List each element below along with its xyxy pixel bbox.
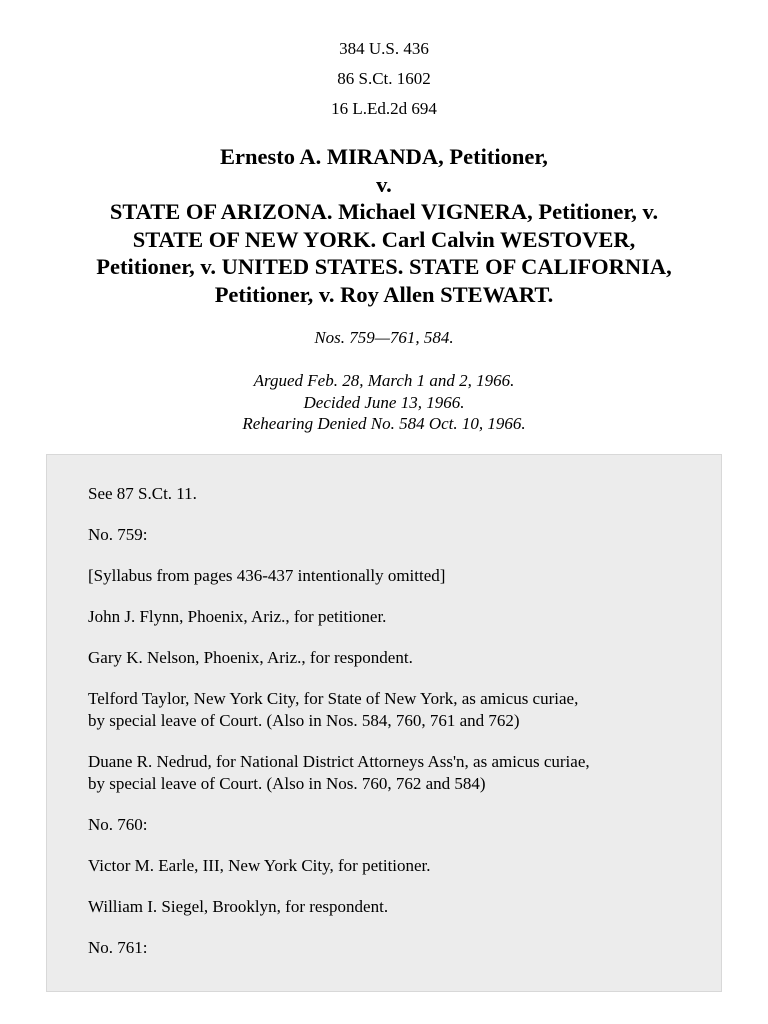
citation-supreme-court-reporter: 86 S.Ct. 1602 bbox=[337, 69, 431, 88]
paragraph-line: by special leave of Court. (Also in Nos. 760, 762 and 584) bbox=[88, 774, 486, 793]
paragraph-line: Telford Taylor, New York City, for State of New York, as amicus curiae, bbox=[88, 689, 579, 708]
paragraph-line: See 87 S.Ct. 11. bbox=[88, 484, 197, 503]
case-number-heading bbox=[88, 814, 688, 836]
case-title-line: Ernesto A. MIRANDA, Petitioner, bbox=[220, 144, 548, 169]
syllabus-note bbox=[88, 565, 688, 587]
paragraph-line: No. 760: bbox=[88, 815, 148, 834]
paragraph-line: Victor M. Earle, III, New York City, for petitioner. bbox=[88, 856, 431, 875]
paragraph-line: William I. Siegel, Brooklyn, for respondent. bbox=[88, 897, 389, 916]
decided-date: Decided June 13, 1966. bbox=[303, 392, 465, 412]
case-number-heading bbox=[88, 937, 688, 959]
counsel-entry bbox=[88, 688, 688, 732]
citation-lawyers-edition: 16 L.Ed.2d 694 bbox=[331, 99, 437, 118]
case-title-line: v. bbox=[376, 171, 392, 197]
paragraph-line: No. 759: bbox=[88, 525, 148, 544]
case-title-line: Petitioner, v. UNITED STATES. STATE OF CALIFORNIA, bbox=[96, 254, 672, 280]
counsel-panel bbox=[46, 454, 722, 992]
docket-numbers: Nos. 759—761, 584. bbox=[314, 328, 454, 347]
case-title-line: STATE OF ARIZONA. Michael VIGNERA, Petitioner, v. bbox=[109, 199, 659, 225]
case-title-line: STATE OF NEW YORK. Carl Calvin WESTOVER, bbox=[132, 226, 636, 252]
paragraph-line: No. 761: bbox=[88, 938, 148, 957]
counsel-entry bbox=[88, 751, 688, 795]
paragraph-line: [Syllabus from pages 436-437 intentionally omitted] bbox=[88, 566, 446, 585]
paragraph-line: by special leave of Court. (Also in Nos. 584, 760, 761 and 762) bbox=[88, 711, 520, 730]
rehearing-date: Rehearing Denied No. 584 Oct. 10, 1966. bbox=[242, 414, 526, 433]
counsel-entry bbox=[88, 896, 688, 918]
counsel-list bbox=[88, 483, 688, 978]
paragraph-line: Duane R. Nedrud, for National District Attorneys Ass'n, as amicus curiae, bbox=[88, 752, 590, 771]
counsel-entry bbox=[88, 606, 688, 628]
case-title bbox=[40, 143, 728, 309]
argued-date: Argued Feb. 28, March 1 and 2, 1966. bbox=[253, 371, 515, 390]
reference-note bbox=[88, 483, 688, 505]
citation-us-reports: 384 U.S. 436 bbox=[339, 39, 429, 58]
paragraph-line: John J. Flynn, Phoenix, Ariz., for petitioner. bbox=[88, 607, 387, 626]
citation-block bbox=[0, 34, 768, 124]
case-title-line: Petitioner, v. Roy Allen STEWART. bbox=[214, 281, 554, 307]
paragraph-line: Gary K. Nelson, Phoenix, Ariz., for respondent. bbox=[88, 648, 413, 667]
counsel-entry bbox=[88, 855, 688, 877]
decision-dates bbox=[0, 370, 768, 435]
counsel-entry bbox=[88, 647, 688, 669]
case-number-heading bbox=[88, 524, 688, 546]
